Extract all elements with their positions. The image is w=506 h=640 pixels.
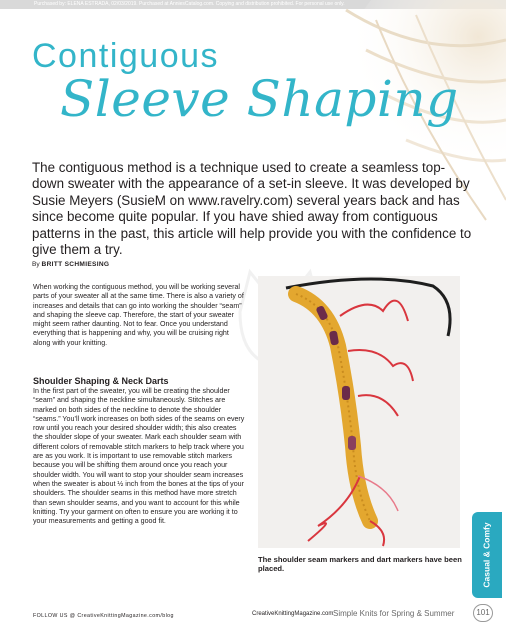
section-side-tab [472, 512, 502, 598]
page-number: 101 [473, 604, 493, 622]
byline-prefix: By [32, 261, 40, 268]
title-line-2: Sleeve Shaping [60, 70, 459, 128]
body-paragraph-1: When working the contiguous method, you will be working several parts of your sweater all at the same time. There is also a variety of increases and details that can go into working the shoulder “seam” and shaping the sleeve cap. Therefore, the start of your sweater might seem rather daunting. Not to fear. Once you understand everything that is happening and why, you will be cruising right along with your knitting. [33, 283, 244, 347]
footer-issue-title: Simple Knits for Spring & Summer [333, 609, 455, 618]
byline [32, 261, 109, 268]
sweater-photo [258, 276, 460, 548]
photo-caption: The shoulder seam markers and dart markers have been placed. [258, 555, 462, 574]
section-subhead: Shoulder Shaping & Neck Darts [33, 376, 169, 386]
body-paragraph-2: In the first part of the sweater, you will be creating the shoulder “seam” and shaping the neckline simultaneously. Stitches are marked on both sides of the neckline to denote the shoulder “seams.” You’ll work increases on both sides of the seams on every row until you reach your desired shoulder width; this also creates the shoulder slope of your sweater. Mark each shoulder seam with different colors of removable stitch markers to help track where you are as you work. It is important to use removable stitch markers because you will be shifting them around once you reach your shoulder width. You will want to stop your shoulder seam increases when the sweater is about ½ inch from the bones at the tips of your shoulders. The shoulder seams in this method have more stretch than sewn shoulder seams, and you want to account for this while knitting. Try your garment on often to ensure you are working it to your measurements and getting a good fit. [33, 387, 245, 526]
title-line-1: Contiguous [32, 37, 220, 75]
footer-site: CreativeKnittingMagazine.com [252, 611, 334, 617]
intro-paragraph: The contiguous method is a technique used to create a seamless top-down sweater with the appearance of a set-in sleeve. It was developed by Susie Meyers (SusieM on www.ravelry.com) several years back and has since become quite popular. If you have shied away from contiguous patterns in the past, this article will help provide you with the confidence to give them a try. [32, 160, 472, 258]
byline-author: BRITT SCHMIESING [41, 261, 110, 268]
purchase-notice: Purchased by: ELENA ESTRADA, 02/03/2019. Purchased at AnniesCatalog.com. Copying and distribution prohibited. For personal use only. [0, 0, 506, 9]
footer-follow: FOLLOW US @ CreativeKnittingMagazine.com/blog [33, 613, 174, 619]
knitted-fabric [296, 294, 370, 521]
side-tab-label: Casual & Comfy [482, 522, 492, 588]
